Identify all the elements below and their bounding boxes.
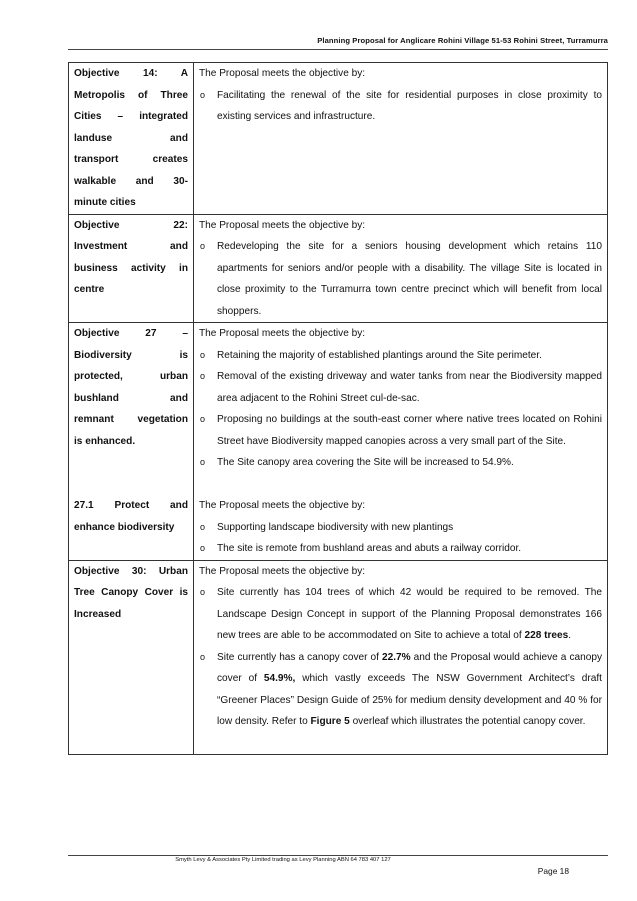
list-item: o Retaining the majority of established plantings around the Site perimeter.: [199, 345, 602, 367]
footer-company: Smyth Levy & Associates Pty Limited trading as Levy Planning ABN 64 783 407 127: [175, 857, 391, 863]
list-item: o Facilitating the renewal of the site for residential purposes in close proximity to existing services and infrastructure.: [199, 85, 602, 128]
list-item: o Removal of the existing driveway and water tanks from near the Biodiversity mapped area adjacent to the Rohini Street cul-de-sac.: [199, 366, 602, 409]
hollow-bullet-icon: o: [200, 371, 206, 381]
list-item: o Site currently has 104 trees of which 42 would be required to be removed. The Landscape Design Concept in support of the Planning Proposal demonstrates 166 new trees are able to be accommodated on Site to achieve a total of 228 trees.: [199, 582, 602, 647]
response-cell: [194, 323, 608, 561]
list-item: o Supporting landscape biodiversity with new plantings: [199, 517, 602, 539]
intro-text: The Proposal meets the objective by:: [199, 500, 366, 511]
bullet-list: [199, 582, 602, 733]
hollow-bullet-icon: o: [200, 587, 206, 597]
list-item: o Proposing no buildings at the south-east corner where native trees located on Rohini Street have Biodiversity mapped canopies across a very small part of the Site.: [199, 409, 602, 452]
hollow-bullet-icon: o: [200, 543, 206, 553]
hollow-bullet-icon: o: [200, 241, 206, 251]
hollow-bullet-icon: o: [200, 89, 206, 100]
objective-cell: Objective 14: A Metropolis of Three Cities – integrated landuse and transport creates walkable and 30- minute cities: [69, 63, 194, 215]
response-cell: [194, 560, 608, 755]
hollow-bullet-icon: o: [200, 414, 206, 424]
response-cell: [194, 214, 608, 323]
table-row: [69, 63, 608, 215]
intro-text: The Proposal meets the objective by:: [199, 328, 366, 339]
bullet-list: [199, 236, 602, 322]
list-item: o The site is remote from bushland areas and abuts a railway corridor.: [199, 538, 602, 560]
objective-cell: Objective 22: Investment and business activity in centre: [69, 214, 194, 323]
bullet-list: [199, 517, 602, 560]
hollow-bullet-icon: o: [200, 651, 206, 662]
hollow-bullet-icon: o: [200, 457, 206, 467]
objective-cell: Objective 27 – Biodiversity is protected, urban bushland and remnant vegetation is enhanced. 27.1 Protect and enhance biodiversity: [69, 323, 194, 561]
list-item: o Site currently has a canopy cover of 22.7% and the Proposal would achieve a canopy cover of 54.9%, which vastly exceeds The NSW Government Architect’s draft “Greener Places” Design Guide of 25% for medium density development and 40 % for low density. Refer to Figure 5 overleaf which illustrates the potential canopy cover.: [199, 647, 602, 733]
bullet-list: [199, 85, 602, 128]
intro-text: The Proposal meets the objective by:: [199, 219, 366, 231]
bullet-list: [199, 345, 602, 474]
header-rule: [68, 49, 608, 50]
page-header: Planning Proposal for Anglicare Rohini Village 51-53 Rohini Street, Turramurra: [317, 36, 608, 45]
hollow-bullet-icon: o: [200, 349, 206, 360]
list-item: o Redeveloping the site for a seniors housing development which retains 110 apartments for seniors and/or people with a disability. The village Site is located in close proximity to the Turramurra town centre precinct which will benefit from local shoppers.: [199, 236, 602, 322]
list-item: o The Site canopy area covering the Site will be increased to 54.9%.: [199, 452, 602, 474]
intro-text: The Proposal meets the objective by:: [199, 68, 366, 79]
intro-text: The Proposal meets the objective by:: [199, 565, 366, 577]
hollow-bullet-icon: o: [200, 521, 206, 532]
table-row: [69, 560, 608, 755]
page-number: Page 18: [537, 866, 569, 876]
footer-rule: [68, 855, 608, 856]
objectives-table: [68, 62, 608, 755]
response-cell: [194, 63, 608, 215]
table-row: [69, 323, 608, 561]
objective-cell: Objective 30: Urban Tree Canopy Cover is Increased: [69, 560, 194, 755]
table-row: [69, 214, 608, 323]
